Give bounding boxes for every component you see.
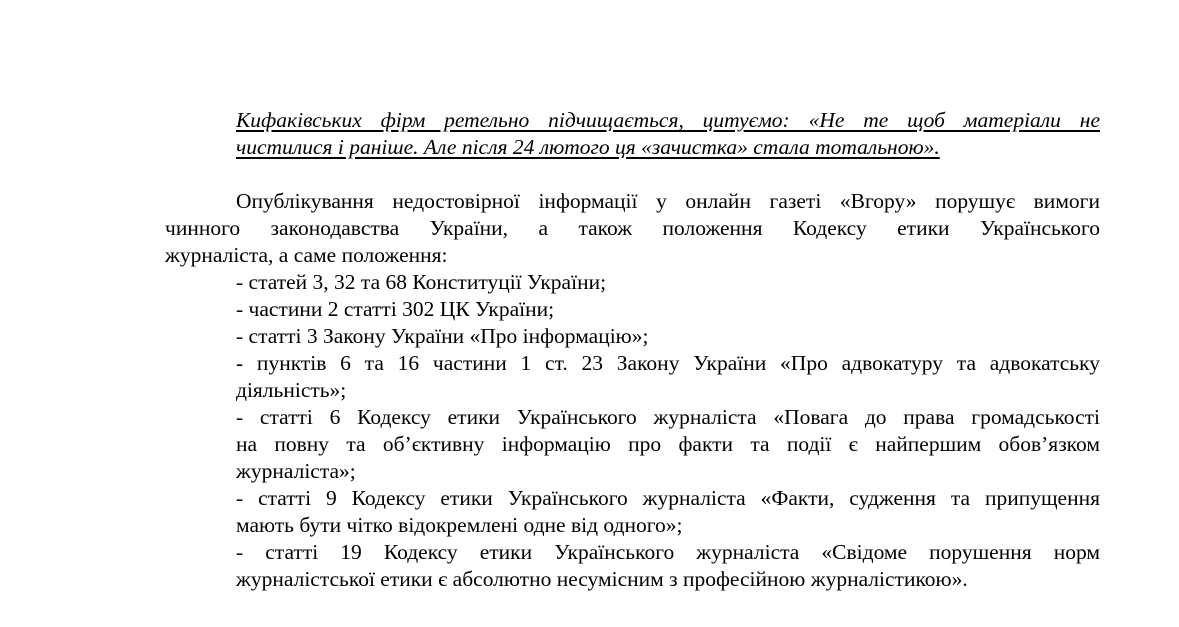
- list-item-line: - статті 19 Кодексу етики Українського журналіста «Свідоме порушення норм: [236, 540, 1100, 564]
- list-item: [236, 269, 1100, 296]
- list-item: [236, 404, 1100, 485]
- list-item-line: - статті 9 Кодексу етики Українського журналіста «Факти, судження та припущення: [236, 486, 1100, 510]
- list-item-line: - частини 2 статті 302 ЦК України;: [236, 297, 555, 321]
- list-item: [236, 485, 1100, 539]
- paragraph-line-2: чинного законодавства України, а також положення Кодексу етики Українського: [165, 216, 1100, 240]
- list-item-line: - статті 3 Закону України «Про інформацію»;: [236, 324, 649, 348]
- list-item-line: на повну та об’єктивну інформацію про факти та події є найпершим обов’язком: [236, 432, 1100, 456]
- list-item-line: - статей 3, 32 та 68 Конституції України;: [236, 270, 607, 294]
- list-item: [236, 296, 1100, 323]
- provisions-list: [236, 269, 1100, 593]
- list-item-line: діяльність»;: [236, 378, 347, 402]
- list-item: [236, 323, 1100, 350]
- list-item-line: мають бути чітко відокремлені одне від одного»;: [236, 513, 683, 537]
- list-item: [236, 539, 1100, 593]
- quote-line-1: Кифаківських фірм ретельно підчищається, цитуємо: «Не те щоб матеріали не: [236, 108, 1100, 132]
- list-item-line: - пунктів 6 та 16 частини 1 ст. 23 Закону України «Про адвокатуру та адвокатську: [236, 351, 1100, 375]
- quoted-excerpt: [236, 107, 1100, 161]
- quote-line-2: чистилися і раніше. Але після 24 лютого ця «зачистка» стала тотальною».: [236, 135, 940, 159]
- main-paragraph: [165, 188, 1100, 269]
- list-item-line: - статті 6 Кодексу етики Українського журналіста «Повага до права громадськості: [236, 405, 1100, 429]
- paragraph-line-1: Опублікування недостовірної інформації у онлайн газеті «Вгору» порушує вимоги: [236, 189, 1100, 213]
- list-item-line: журналістської етики є абсолютно несумісним з професійною журналістикою».: [236, 567, 968, 591]
- list-item-line: журналіста»;: [236, 459, 356, 483]
- list-item: [236, 350, 1100, 404]
- paragraph-line-3: журналіста, а саме положення:: [165, 243, 448, 267]
